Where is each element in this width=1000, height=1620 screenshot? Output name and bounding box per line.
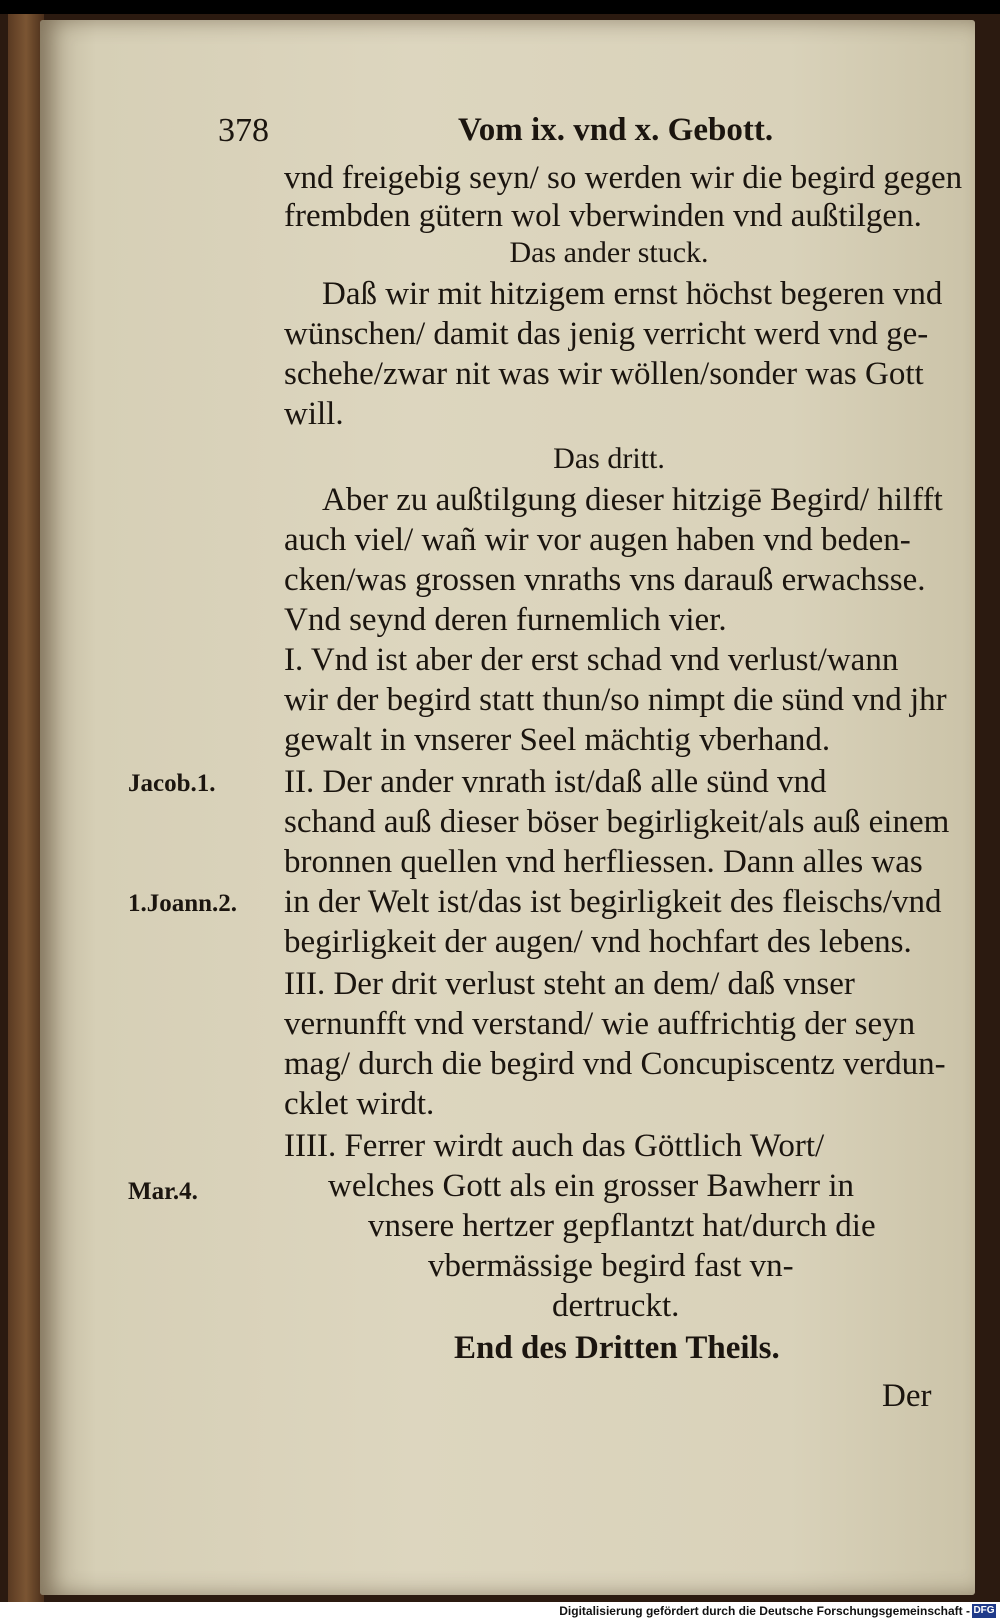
text-line: vbermässige begird fast vn- xyxy=(428,1248,794,1284)
text-line: II. Der ander vnrath ist/daß alle sünd vnd xyxy=(284,764,827,800)
text-line: will. xyxy=(284,396,344,432)
marginal-note: Jacob.1. xyxy=(128,770,216,797)
catchword: Der xyxy=(882,1378,932,1414)
book-cover-edge xyxy=(8,14,44,1602)
text-line: vnsere hertzer gepflantzt hat/durch die xyxy=(368,1208,876,1244)
end-of-part-line: End des Dritten Theils. xyxy=(454,1330,780,1366)
text-line: welches Gott als ein grosser Bawherr in xyxy=(328,1168,855,1204)
text-line: wir der begird statt thun/so nimpt die sünd vnd jhr xyxy=(284,682,947,718)
digitization-footer xyxy=(0,1602,1000,1620)
text-line: Vnd seynd deren furnemlich vier. xyxy=(284,602,727,638)
text-line: I. Vnd ist aber der erst schad vnd verlust/wann xyxy=(284,642,899,678)
text-line: schehe/zwar nit was wir wöllen/sonder was Gott xyxy=(284,356,924,392)
text-line: in der Welt ist/das ist begirligkeit des fleischs/vnd xyxy=(284,884,942,920)
text-line: begirligkeit der augen/ vnd hochfart des lebens. xyxy=(284,924,912,960)
text-line: vernunfft vnd verstand/ wie auffrichtig der seyn xyxy=(284,1006,916,1042)
text-line: Aber zu außtilgung dieser hitzigē Begird/ hilfft xyxy=(322,482,943,518)
text-line: Daß wir mit hitzigem ernst höchst begeren vnd xyxy=(322,276,943,312)
page-number: 378 xyxy=(218,112,269,149)
text-line: frembden gütern wol vberwinden vnd außtilgen. xyxy=(284,198,922,234)
text-line: vnd freigebig seyn/ so werden wir die begird gegen xyxy=(284,160,963,196)
running-title: Vom ix. vnd x. Gebott. xyxy=(458,112,774,148)
text-line: cken/was grossen vnraths vns darauß erwachsse. xyxy=(284,562,926,598)
text-line: mag/ durch die begird vnd Concupiscentz verdun- xyxy=(284,1046,946,1082)
footer-text: Digitalisierung gefördert durch die Deutsche Forschungsgemeinschaft - xyxy=(559,1604,970,1618)
text-line: bronnen quellen vnd herfliessen. Dann alles was xyxy=(284,844,923,880)
text-line: IIII. Ferrer wirdt auch das Göttlich Wort/ xyxy=(284,1128,825,1164)
text-line: wünschen/ damit das jenig verricht werd vnd ge- xyxy=(284,316,929,352)
marginal-note: Mar.4. xyxy=(128,1178,198,1205)
section-heading: Das ander stuck. xyxy=(509,236,709,269)
text-line: dertruckt. xyxy=(552,1288,680,1324)
dfg-logo: DFG xyxy=(973,1605,995,1616)
text-line: gewalt in vnserer Seel mächtig vberhand. xyxy=(284,722,831,758)
text-line: schand auß dieser böser begirligkeit/als auß einem xyxy=(284,804,950,840)
section-heading: Das dritt. xyxy=(553,442,665,475)
text-line: cklet wirdt. xyxy=(284,1086,435,1122)
text-line: III. Der drit verlust steht an dem/ daß vnser xyxy=(284,966,855,1002)
text-line: auch viel/ wañ wir vor augen haben vnd beden- xyxy=(284,522,911,558)
marginal-note: 1.Joann.2. xyxy=(128,890,238,917)
